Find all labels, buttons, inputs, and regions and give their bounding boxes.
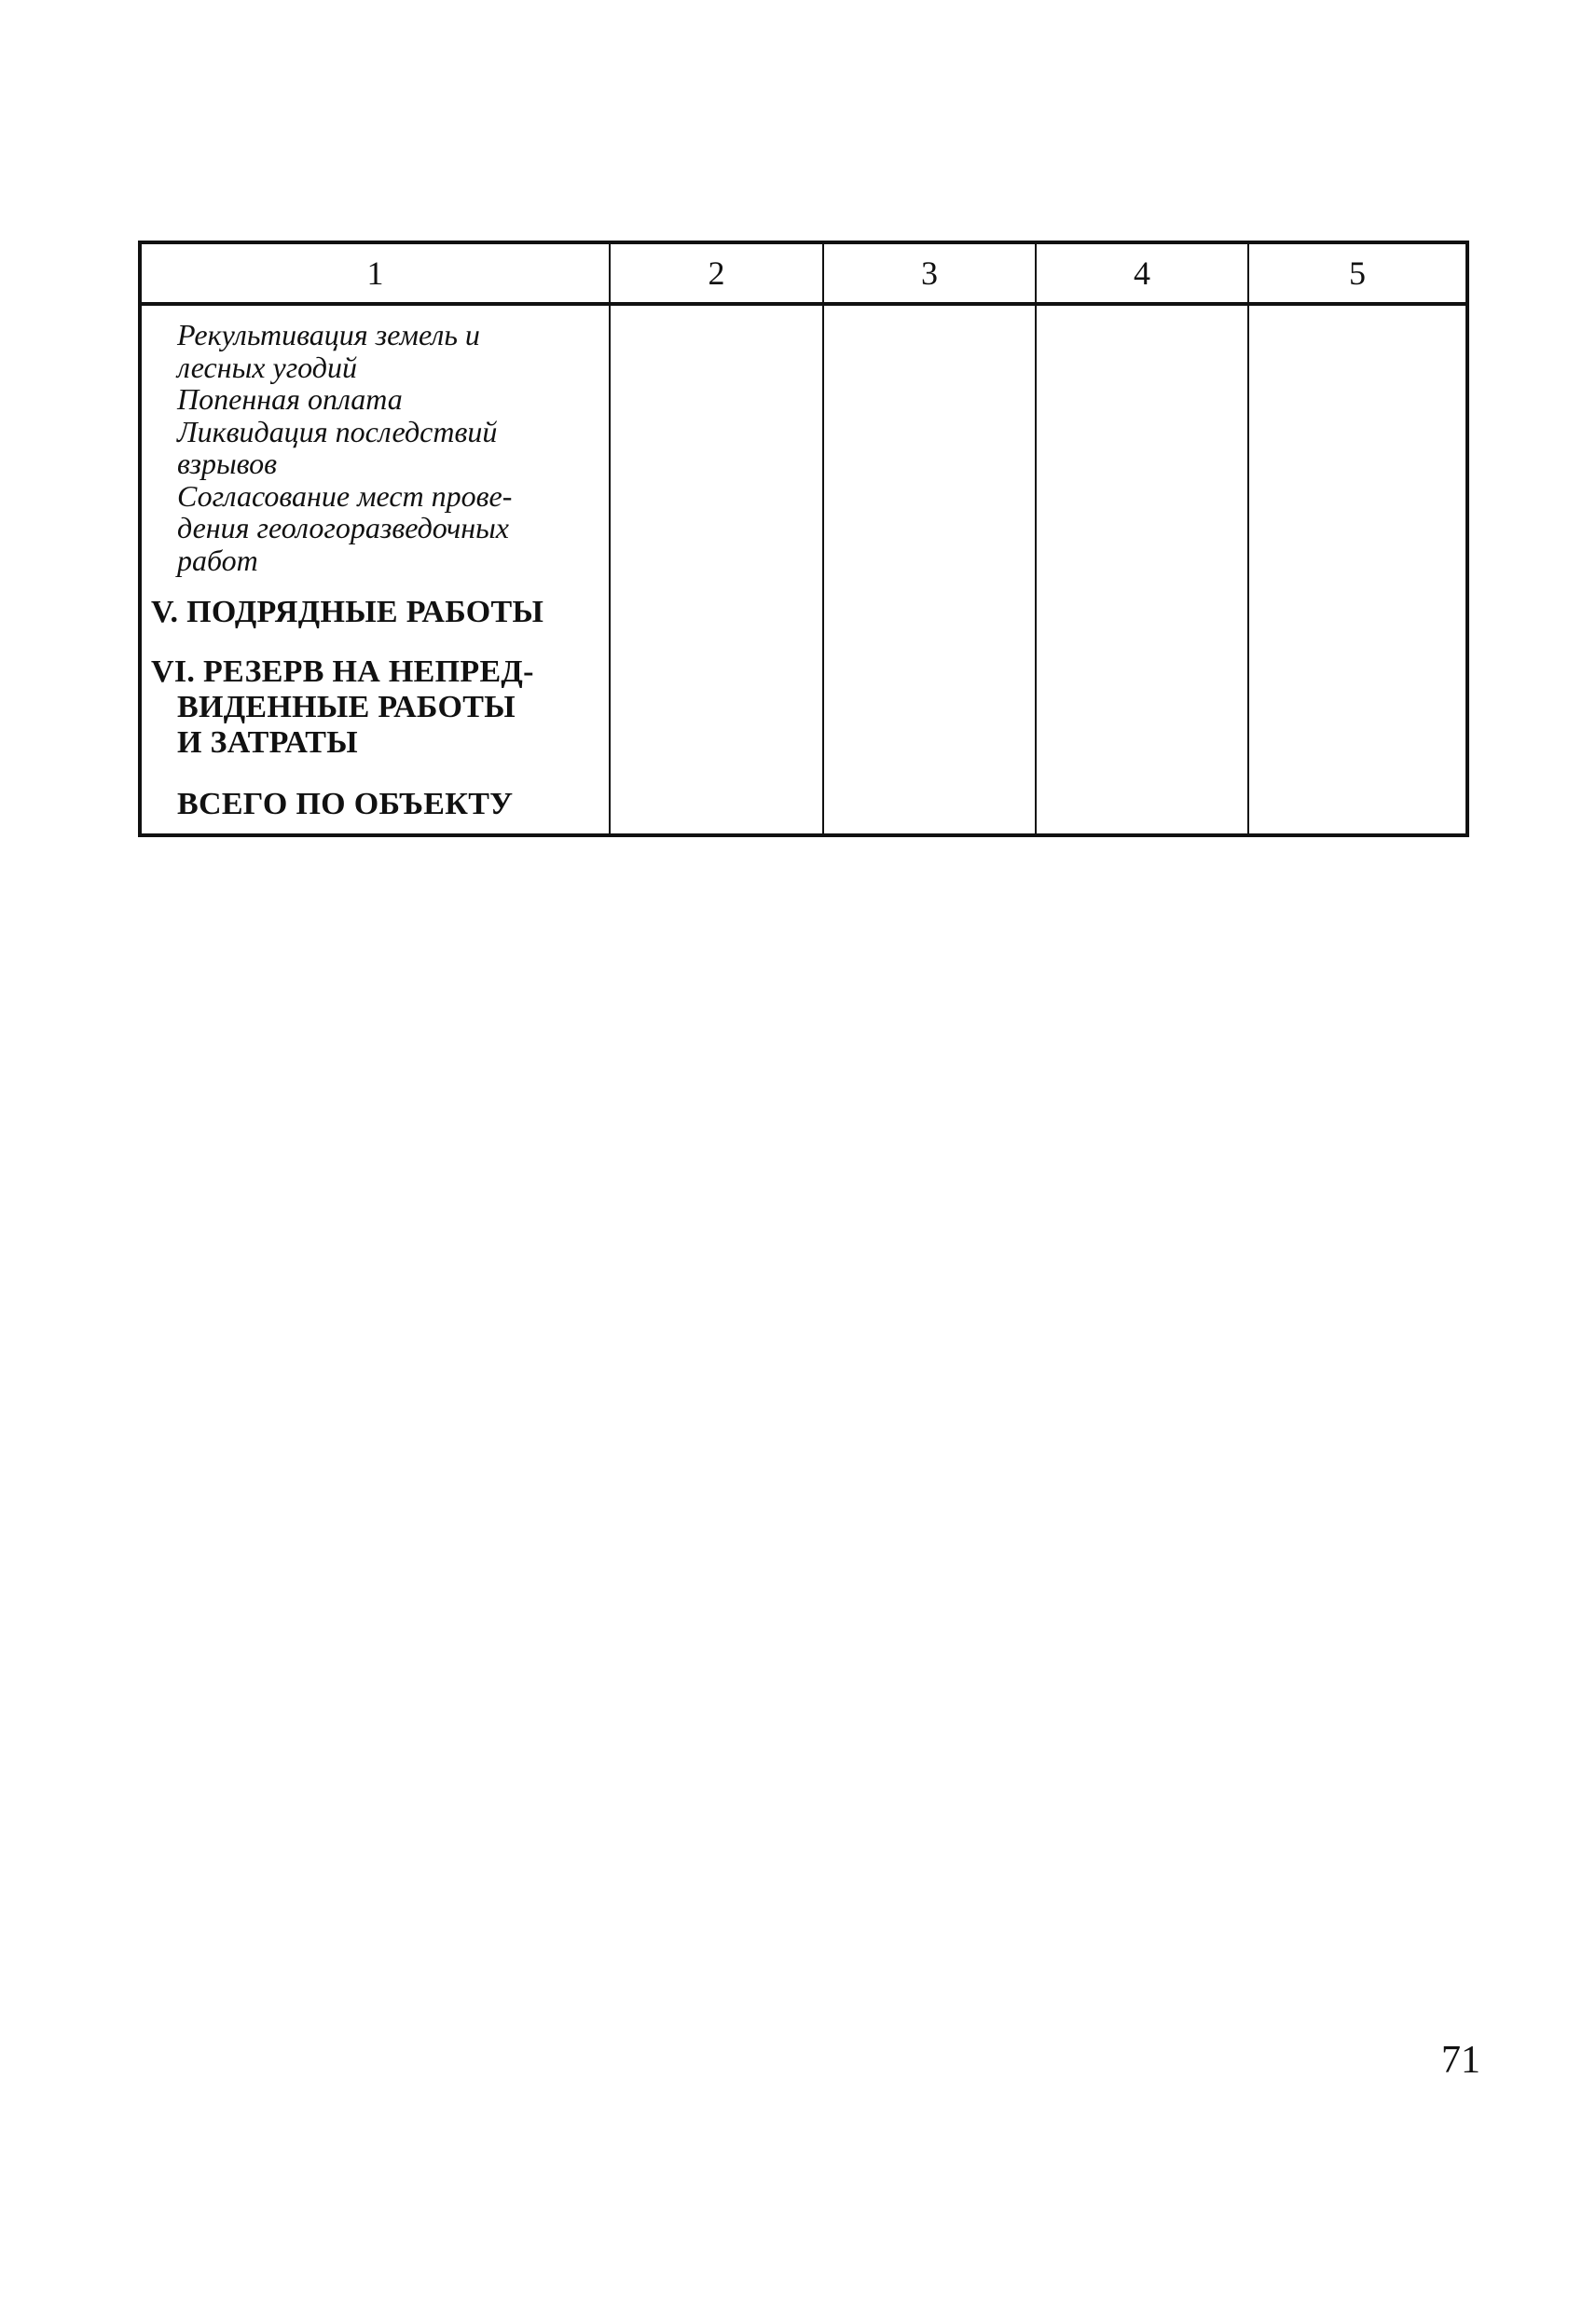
list-item: Ликвидация последствий	[177, 414, 498, 448]
description-cell	[140, 304, 610, 835]
column-header-2: 2	[610, 242, 823, 304]
column-header-4: 4	[1036, 242, 1248, 304]
header-row	[140, 242, 1467, 304]
list-item: лесных угодий	[177, 350, 357, 384]
list-item: дения геологоразведочных	[177, 511, 509, 544]
list-item: Попенная оплата	[177, 382, 403, 416]
value-cell-2	[610, 304, 823, 835]
list-item: Рекультивация земель и	[177, 318, 480, 351]
section-vi-heading	[151, 654, 599, 761]
column-header-5: 5	[1248, 242, 1467, 304]
section-vi-line-1: VI. РЕЗЕРВ НА НЕПРЕД-	[151, 654, 534, 689]
value-cell-3	[823, 304, 1036, 835]
total-row-label: ВСЕГО ПО ОБЪЕКТУ	[177, 787, 514, 821]
column-header-3: 3	[823, 242, 1036, 304]
italic-item-list	[151, 319, 599, 576]
value-cell-5	[1248, 304, 1467, 835]
list-item: работ	[177, 543, 258, 577]
section-vi-line-2: ВИДЕННЫЕ РАБОТЫ	[177, 690, 516, 724]
section-vi-line-3: И ЗАТРАТЫ	[177, 725, 358, 760]
section-v-heading: V. ПОДРЯДНЫЕ РАБОТЫ	[151, 595, 544, 629]
table-body-row	[140, 304, 1467, 835]
list-item: взрывов	[177, 447, 277, 480]
page-number: 71	[1441, 2039, 1480, 2082]
value-cell-4	[1036, 304, 1248, 835]
estimate-table	[138, 241, 1469, 837]
column-header-1: 1	[140, 242, 610, 304]
list-item: Согласование мест прове-	[177, 478, 513, 513]
